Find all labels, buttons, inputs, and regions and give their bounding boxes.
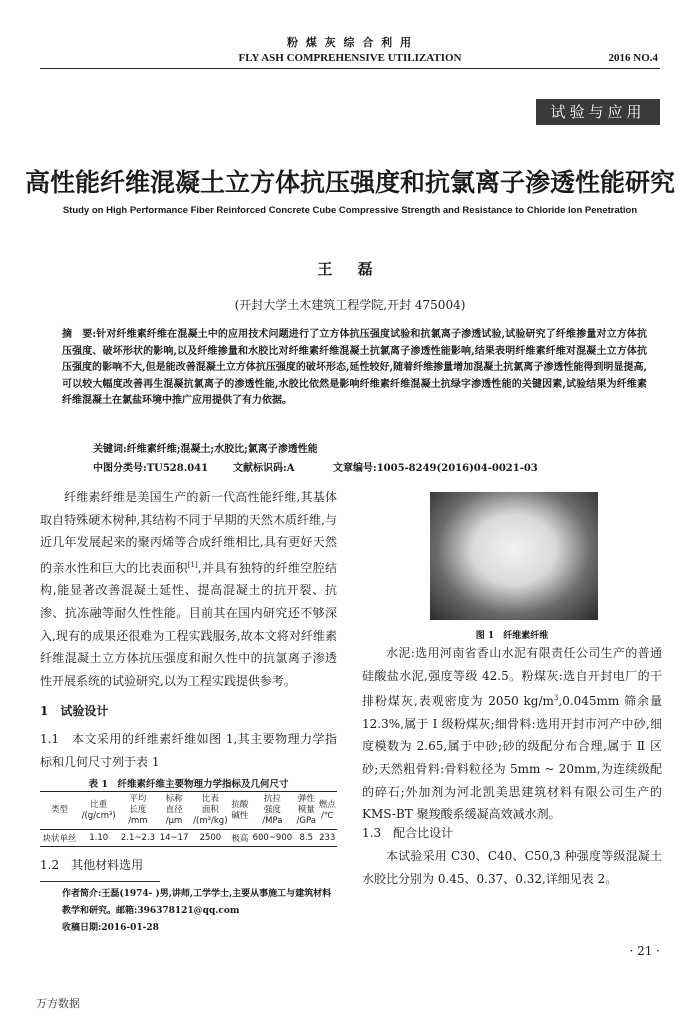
table-cell: 8.5 [295, 830, 317, 847]
affiliation: (开封大学土木建筑工程学院,开封 475004) [234, 298, 466, 312]
table-cell: 块状单丝 [40, 830, 79, 847]
paper-title-cn: 高性能纤维混凝土立方体抗压强度和抗氯离子渗透性能研究 [24, 168, 675, 197]
section-1-1-text: 1.1 本文采用的纤维素纤维如图 1,其主要物理力学指标和几何尺寸列于表 1 [40, 732, 337, 769]
footnote-rule [40, 881, 160, 882]
table-header-cell: 抗拉 强度 /MPa [250, 792, 295, 830]
materials-text-b: ,0.045mm 筛余量 12.3%,属于 Ⅰ 级粉煤灰;细骨料:选用开封市河产中砂,细度模数为 2.65,属于中砂;砂的级配分布合理,属于 Ⅱ 区砂;天然粗骨料:骨料粒径为 5mm ~ 20mm,为连续级配的碎石;外加剂为河北凯美思建筑材料有限公司生产的 KMS-BT 聚羧酸系缓凝高效减水剂。 [362, 694, 662, 822]
classification-line [93, 459, 653, 474]
table-row [40, 830, 337, 847]
table-header-cell: 弹性 模量 /GPa [295, 792, 317, 830]
table-cell: 233 [317, 830, 337, 847]
watermark: 万方数据 [36, 997, 80, 1010]
clc-number: 中图分类号:TU528.041 [93, 463, 209, 474]
unit-superscript: 3 [553, 694, 559, 703]
paper-title-en: Study on High Performance Fiber Reinforced Concrete Cube Compressive Strength and Resistance to Chloride Ion Penetration [62, 205, 638, 216]
table-header-cell: 类型 [40, 792, 79, 830]
fiber-photo [430, 492, 598, 620]
table-header-cell: 抗酸 碱性 [230, 792, 250, 830]
abstract-label: 摘 要: [62, 329, 97, 340]
author: 王 磊 [317, 260, 383, 278]
section-1-3-text: 本试验采用 C30、C40、C50,3 种强度等级混凝土水胶比分别为 0.45、0.37、0.32,详细见表 2。 [362, 849, 662, 886]
abstract-text: 针对纤维素纤维在混凝土中的应用技术问题进行了立方体抗压强度试验和抗氯离子渗透试验,试验研究了纤维掺量对立方体抗压强度、破坏形状的影响,以及纤维掺量和水胶比对纤维素纤维混凝土抗氯离子渗透性能影响,结果表明纤维素纤维对混凝土立方体抗压强度的影响不大,但是能改善混凝土立方体抗压强度的破坏形态,延性较好,随着纤维掺量增加混凝土抗氯离子渗透性能得到明显提高,可以较大幅度改善再生混凝抗氯离子的渗透性能,水胶比依然是影响纤维素纤维混凝土抗绿字渗透性能的关键因素,试验结果为纤维素纤维混凝土在氯盐环境中推广应用提供了有力依据。 [62, 329, 647, 406]
citation-1: [1] [187, 560, 198, 569]
intro-paragraph [40, 486, 337, 692]
table-cell: 极高 [230, 830, 250, 847]
table-1-title: 表 1 纤维素纤维主要物理力学指标及几何尺寸 [88, 779, 289, 790]
table-header-cell: 标称 直径 /μm [158, 792, 191, 830]
materials-text-a: 水泥:选用河南省香山水泥有限责任公司生产的普通硅酸盐水泥,强度等级 42.5。粉煤灰:选自开封电厂的干排粉煤灰,表观密度为 2050 kg/m [362, 646, 662, 709]
issue-label: 2016 NO.4 [608, 52, 658, 64]
intro-text-b: ,并具有独特的纤维空腔结构,能显著改善混凝土延性、提高混凝土的抗开裂、抗渗、抗冻融等耐久性性能。目前其在国内研究还不够深入,现有的成果还很难为工程实践服务,故本文将对纤维素纤维混凝土立方体抗压强度和耐久性中的抗氯离子渗透性开展系统的试验研究,以为工程实践提供参考。 [40, 560, 337, 688]
intro-text-a: 纤维素纤维是美国生产的新一代高性能纤维,其基体取自特殊硬木树种,其结构不同于早期的天然木质纤维,与近几年发展起来的聚丙烯等合成纤维相比,具有更好天然的亲水性和巨大的比表面积 [40, 490, 337, 575]
table-cell: 14~17 [158, 830, 191, 847]
article-number: 文章编号:1005-8249(2016)04-0021-03 [333, 463, 538, 474]
section-1-3-heading: 1.3 配合比设计 [362, 826, 454, 840]
document-code: 文献标识码:A [233, 463, 295, 474]
section-1-2-heading: 1.2 其他材料选用 [40, 858, 144, 872]
page-number: · 21 · [629, 944, 660, 958]
journal-name-cn: 粉 煤 灰 综 合 利 用 [287, 36, 413, 49]
journal-name-en: FLY ASH COMPREHENSIVE UTILIZATION [238, 52, 462, 64]
header-rule [40, 68, 660, 69]
keywords: 关键词:纤维素纤维;混凝土;水胶比;氯离子渗透性能 [93, 444, 318, 455]
author-intro: 作者简介:王磊(1974- )男,讲师,工学学士,主要从事施工与建筑材料教学和研究。邮箱:396378121@qq.com [62, 889, 332, 916]
table-cell: 600~900 [250, 830, 295, 847]
table-header-cell: 比重 /(g/cm³) [79, 792, 118, 830]
section-label: 试验与应用 [536, 99, 660, 125]
table-1 [40, 791, 337, 847]
table-header-cell: 平均 长度 /mm [118, 792, 157, 830]
table-header-row [40, 792, 337, 830]
abstract [62, 327, 647, 410]
table-header-cell: 燃点 /℃ [317, 792, 337, 830]
materials-paragraph [362, 642, 662, 826]
figure-1-caption: 图 1 纤维素纤维 [475, 631, 549, 641]
table-cell: 1.10 [79, 830, 118, 847]
section-1-heading: 1 试验设计 [40, 704, 109, 718]
received-date: 收稿日期:2016-01-28 [62, 923, 159, 933]
table-cell: 2500 [191, 830, 230, 847]
table-header-cell: 比表 面积 /(m²/kg) [191, 792, 230, 830]
footnote [40, 886, 340, 937]
table-cell: 2.1~2.3 [118, 830, 157, 847]
